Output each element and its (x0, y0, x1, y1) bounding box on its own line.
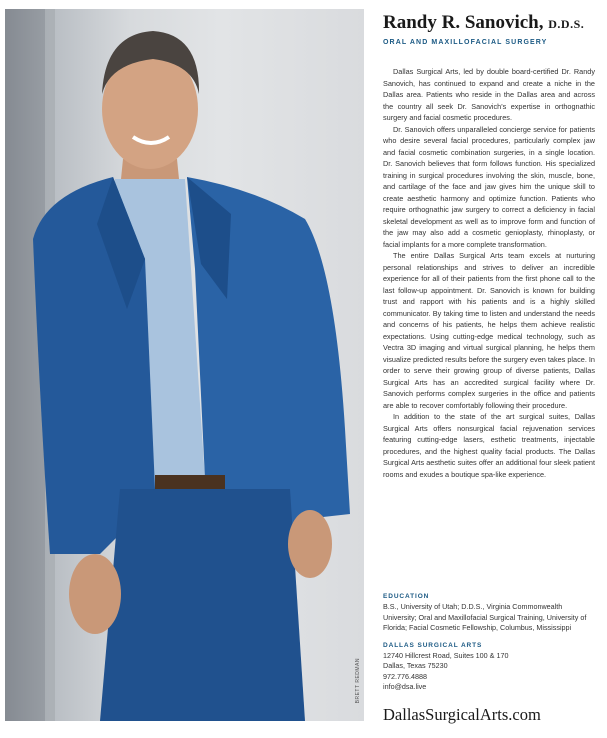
contact-info (383, 592, 595, 693)
credentials: D.D.S. (548, 17, 585, 31)
photo-credit: BRETT REDMAN (355, 657, 361, 703)
name-text: Randy R. Sanovich, (383, 12, 544, 33)
bio-paragraph: Dallas Surgical Arts, led by double board-certified Dr. Randy Sanovich, has continued to expand and create a niche in the Dallas area. Patients who reside in the Dallas area and across the country all seek Dr. Sanovich's expertise in orthognathic surgery and facial cosmetic procedures. (383, 67, 595, 122)
education-heading: EDUCATION (383, 593, 430, 600)
address-line-2: Dallas, Texas 75230 (383, 661, 448, 670)
practice-heading: DALLAS SURGICAL ARTS (383, 641, 483, 649)
doctor-name (383, 12, 595, 35)
address-line-1: 12740 Hillcrest Road, Suites 100 & 170 (383, 650, 509, 660)
biography (383, 66, 595, 480)
bio-paragraph: In addition to the state of the art surgical suites, Dallas Surgical Arts offers nonsurgical facial rejuvenation services featuring cutting-edge lasers, esthetic treatments, injectable procedures, and the highest quality facial products. The Dallas Surgical Arts aesthetic suites offer an additional four sleek patient rooms and exudes a boutique spa-like experience. (383, 412, 595, 479)
bio-paragraph: Dr. Sanovich offers unparalleled concierge service for patients who desire several facial procedures, particularly complex jaw and facial cosmetic combination surgeries, in a single location. Dr. Sanovich believes that form follows function. His specialized training in surgical procedures involving the skin, muscle, bone, and cartilage of the face and jaw gives him the unique skill to create aesthetic harmony and optimize function. Patients who require orthognathic jaw surgery to correct a deficiency in facial skeletal development as well as to improve form and function of the jaw may also add a cosmetic genioplasty, rhinoplasty, or facial implants for a more complete transformation. (383, 124, 595, 249)
profile-header (383, 12, 595, 46)
portrait-illustration (5, 9, 364, 721)
education-text: B.S., University of Utah; D.D.S., Virginia Commonwealth University; Oral and Maxillofacial Surgical Training, University of Florida; Facial Cosmetic Fellowship, Columbus, Mississippi (383, 602, 587, 632)
bio-paragraph: The entire Dallas Surgical Arts team excels at nurturing personal relationships and strives to deliver an incredible experience for all of their patients from the first phone call to the last follow-up appointment. Dr. Sanovich is known for building trust and rapport with his patients and is a highly skilled communicator. By taking time to listen and understand the needs and concerns of his patients, he helps them achieve realistic expectations. Using cutting-edge medical technology, such as Vectra 3D imaging and virtual surgical planning, he helps them visualize predicted results before the surgery even takes place. In order to serve their growing group of diverse patients, Dallas Surgical Arts has an accredited surgical facility where Dr. Sanovich performs complex surgeries in the office and patients are able to recover comfortably following their procedure. (383, 251, 595, 410)
phone-number[interactable]: 972.776.4888 (383, 671, 427, 681)
email-address[interactable]: info@dsa.live (383, 682, 427, 691)
portrait-photo (5, 9, 364, 721)
website-link[interactable]: DallasSurgicalArts.com (383, 705, 541, 724)
specialty: ORAL AND MAXILLOFACIAL SURGERY (383, 39, 548, 46)
